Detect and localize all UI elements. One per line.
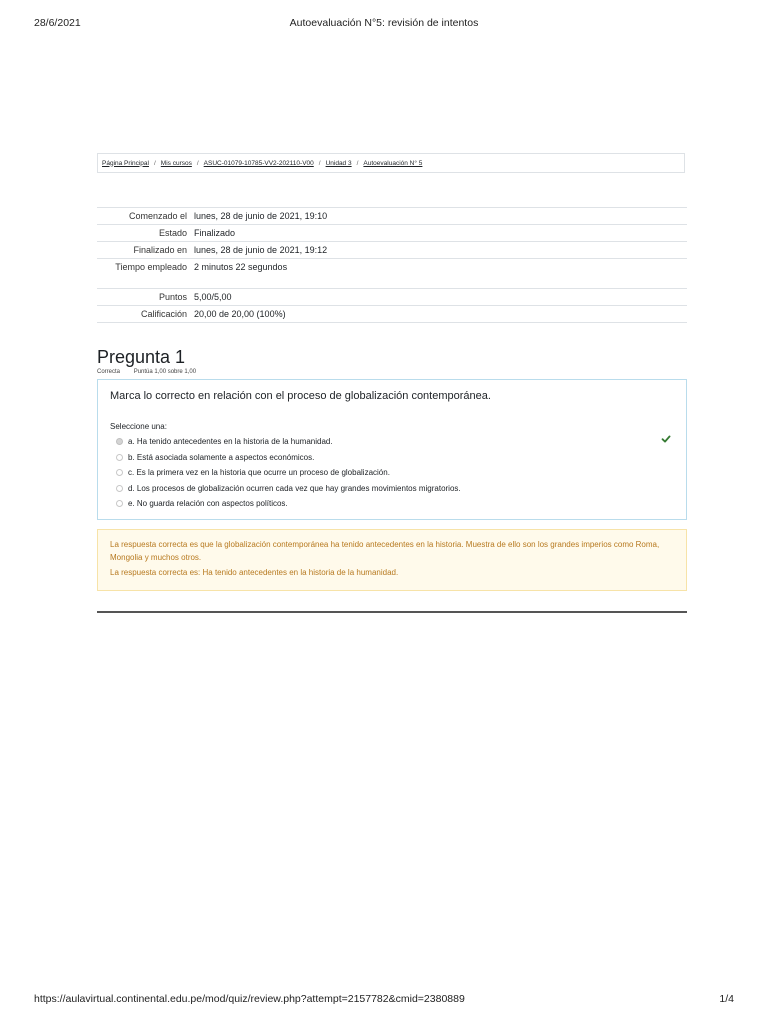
general-feedback: La respuesta correcta es que la globalización contemporánea ha tenido antecedentes en la historia. Muestra de ello son los grandes imperios como Roma, Mongolia y muchos otros. — [110, 540, 660, 562]
breadcrumb-my-courses[interactable]: Mis cursos — [160, 159, 192, 167]
check-icon — [661, 434, 671, 444]
summary-value: 5,00/5,00 — [194, 292, 232, 302]
breadcrumb-separator: / — [196, 159, 199, 167]
summary-row — [97, 208, 687, 225]
answer-option-label: a. Ha tenido antecedentes en la historia de la humanidad. — [128, 437, 333, 446]
breadcrumb — [97, 153, 685, 173]
breadcrumb-separator: / — [318, 159, 321, 167]
print-header — [0, 17, 768, 31]
feedback-box — [97, 529, 687, 591]
radio[interactable] — [116, 500, 123, 507]
answer-option-label: b. Está asociada solamente a aspectos económicos. — [128, 453, 315, 462]
summary-value: 20,00 de 20,00 (100%) — [194, 309, 286, 319]
answer-option-e[interactable] — [116, 499, 288, 508]
breadcrumb-unit[interactable]: Unidad 3 — [325, 159, 352, 167]
print-url: https://aulavirtual.continental.edu.pe/mod/quiz/review.php?attempt=2157782&cmid=2380889 — [34, 993, 465, 1005]
radio[interactable] — [116, 454, 123, 461]
summary-value: lunes, 28 de junio de 2021, 19:12 — [194, 245, 328, 255]
answer-option-c[interactable] — [116, 468, 390, 477]
radio-selected[interactable] — [116, 438, 123, 445]
summary-label: Calificación — [140, 309, 187, 319]
summary-label: Tiempo empleado — [115, 262, 187, 272]
breadcrumb-home[interactable]: Página Principal — [102, 159, 149, 167]
summary-value: Finalizado — [194, 228, 236, 238]
summary-row — [97, 289, 687, 306]
radio[interactable] — [116, 469, 123, 476]
print-date: 28/6/2021 — [34, 17, 81, 29]
summary-row — [97, 242, 687, 259]
answer-option-label: c. Es la primera vez en la historia que ocurre un proceso de globalización. — [128, 468, 390, 477]
question-box — [97, 379, 687, 520]
print-title: Autoevaluación N°5: revisión de intentos — [289, 17, 479, 29]
summary-value: 2 minutos 22 segundos — [194, 262, 288, 272]
question-grade: Puntúa 1,00 sobre 1,00 — [133, 369, 197, 375]
print-page-number: 1/4 — [719, 993, 734, 1005]
question-text: Marca lo correcto en relación con el proceso de globalización contemporánea. — [110, 390, 491, 402]
radio[interactable] — [116, 485, 123, 492]
answer-option-d[interactable] — [116, 484, 461, 493]
question-meta — [97, 369, 196, 375]
summary-row — [97, 259, 687, 289]
summary-value: lunes, 28 de junio de 2021, 19:10 — [194, 211, 328, 221]
answer-option-label: d. Los procesos de globalización ocurren cada vez que hay grandes movimientos migratorios. — [128, 484, 461, 493]
summary-row — [97, 225, 687, 242]
summary-label: Estado — [158, 228, 187, 238]
breadcrumb-separator: / — [356, 159, 359, 167]
summary-row — [97, 306, 687, 323]
answer-option-label: e. No guarda relación con aspectos políticos. — [128, 499, 288, 508]
answer-option-b[interactable] — [116, 453, 314, 462]
breadcrumb-separator: / — [153, 159, 156, 167]
summary-label: Comenzado el — [128, 211, 187, 221]
answer-option-a[interactable] — [116, 437, 333, 446]
breadcrumb-quiz[interactable]: Autoevaluación N° 5 — [363, 159, 423, 167]
right-answer-feedback: La respuesta correcta es: Ha tenido antecedentes en la historia de la humanidad. — [110, 568, 399, 577]
divider — [97, 611, 687, 613]
question-state: Correcta — [97, 369, 121, 375]
question-title: Pregunta 1 — [97, 347, 186, 367]
summary-label: Puntos — [158, 292, 187, 302]
breadcrumb-course[interactable]: ASUC-01079-10785-VV2-202110-V00 — [203, 159, 314, 167]
attempt-summary-table — [97, 207, 687, 323]
summary-label: Finalizado en — [133, 245, 187, 255]
question-prompt: Seleccione una: — [110, 422, 167, 431]
